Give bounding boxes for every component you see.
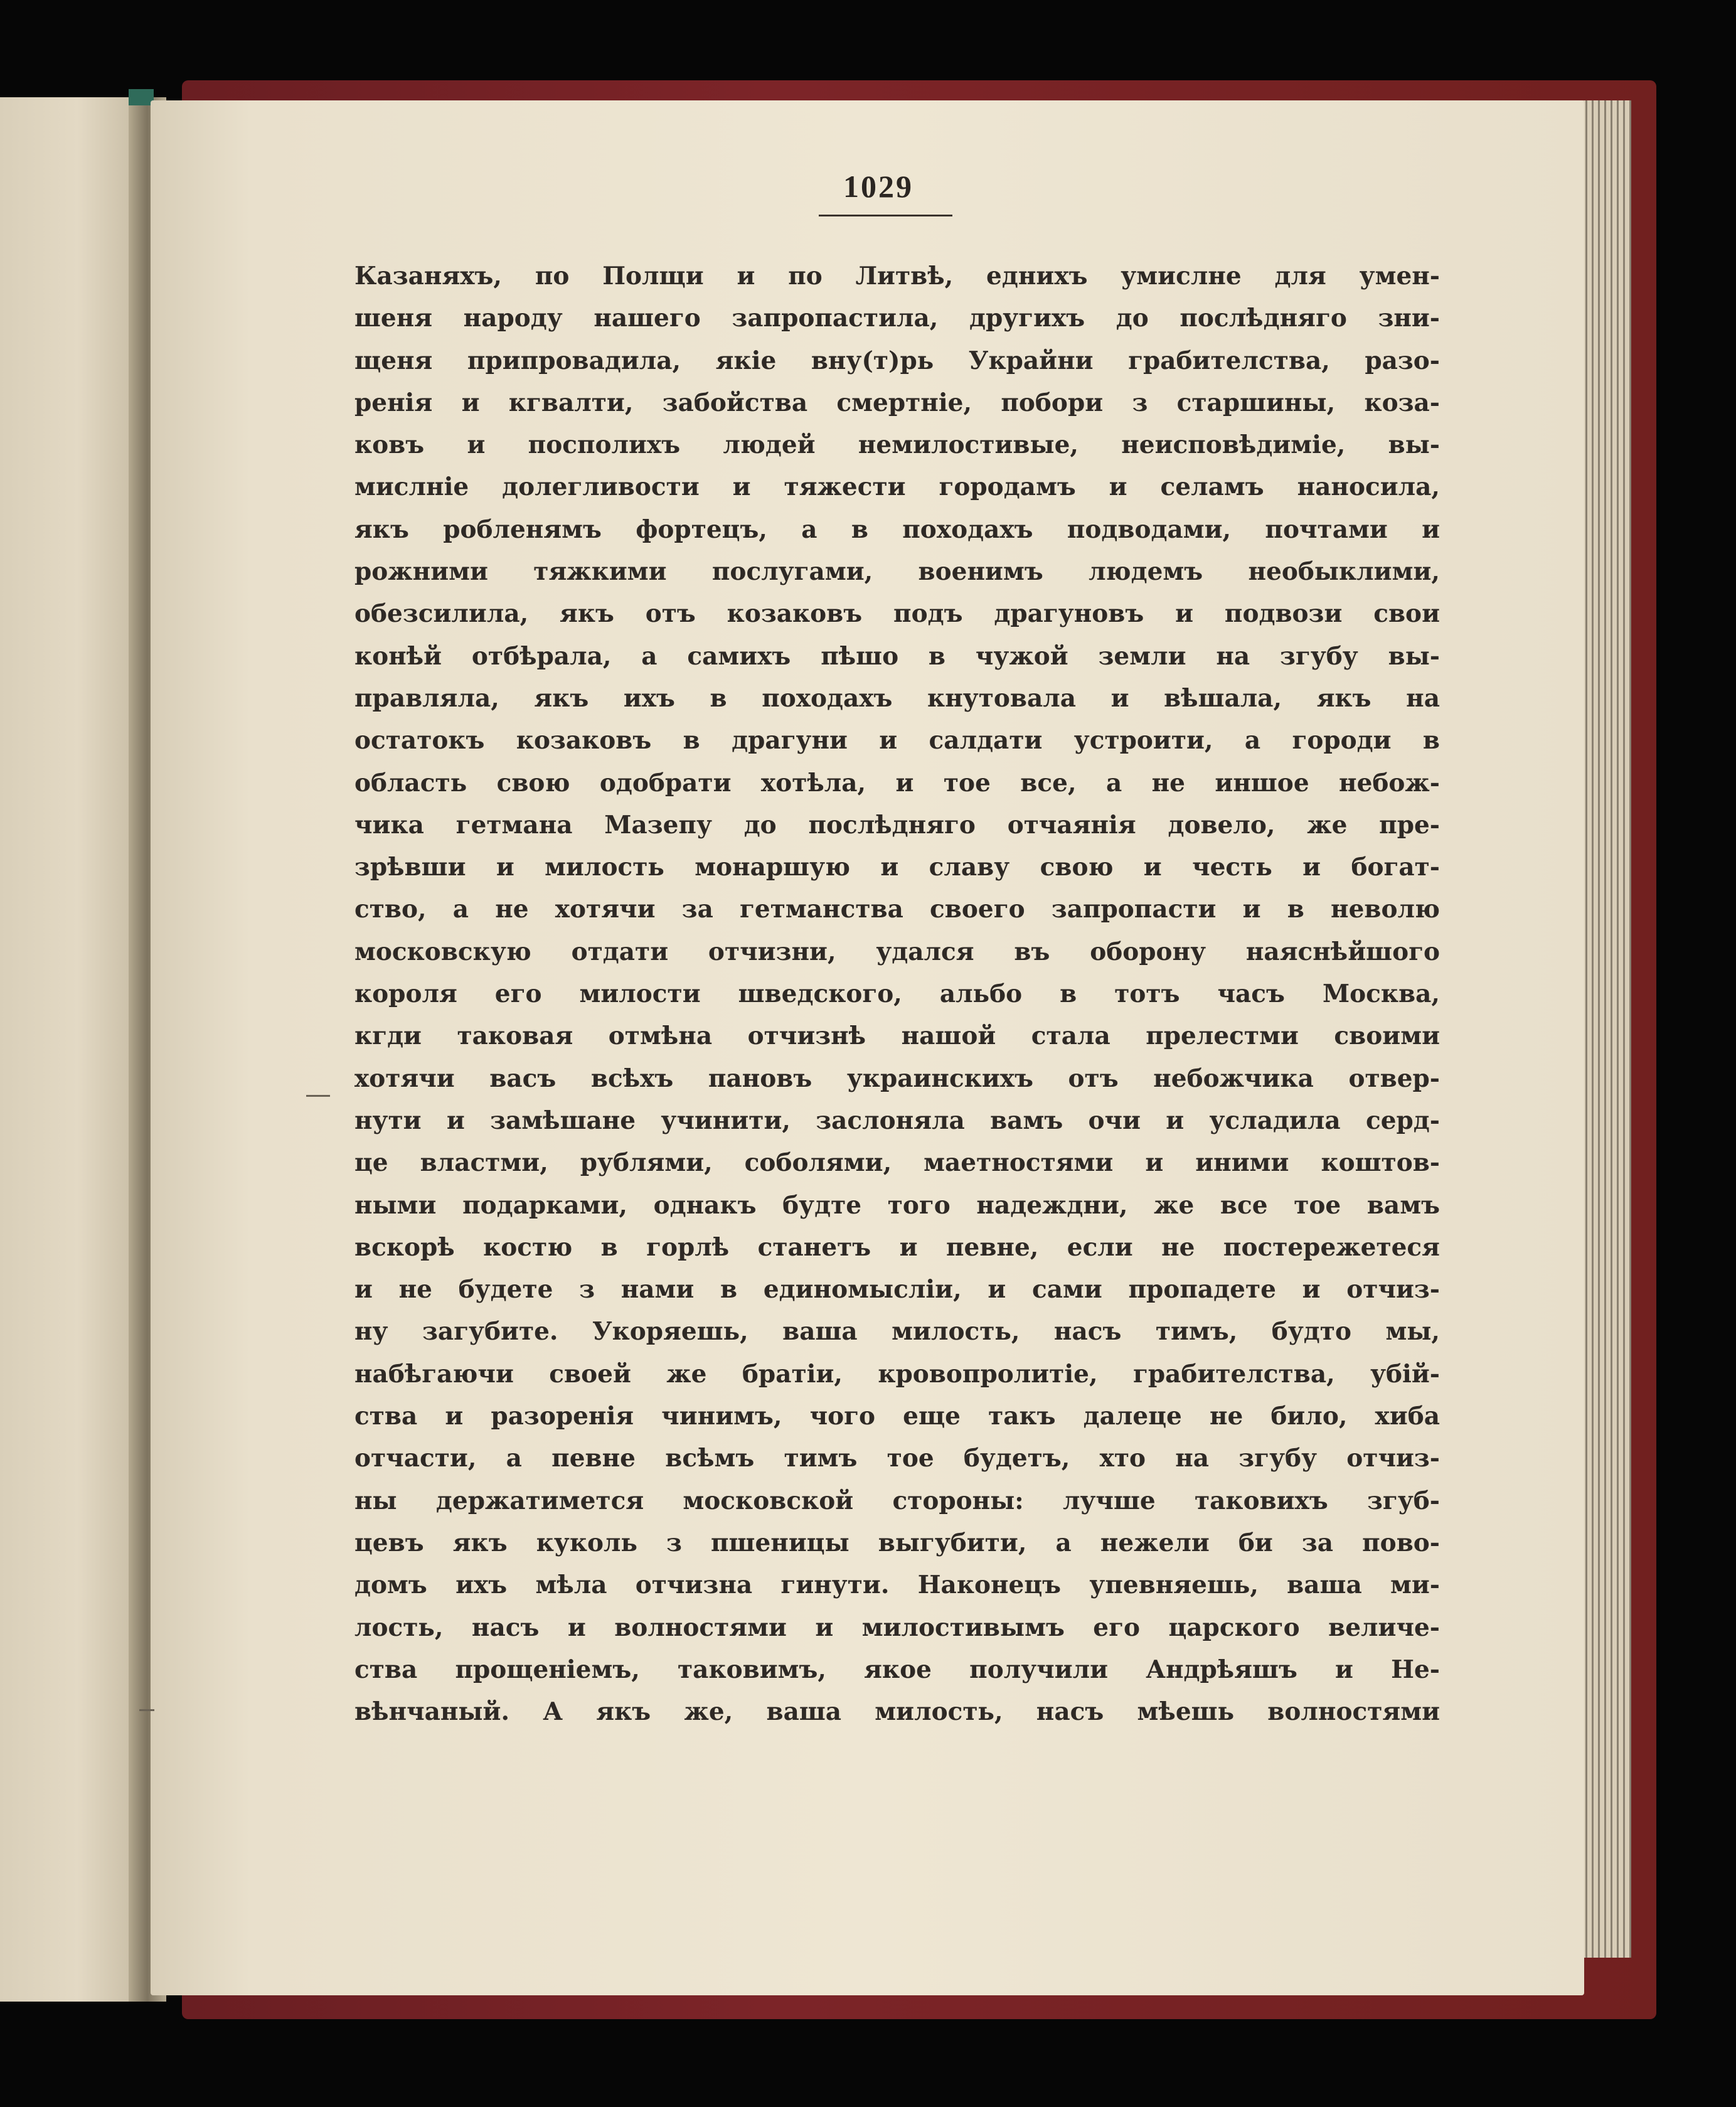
text-line: ство, а не хотячи за гетманства своего запропасти и в неволю [354, 895, 1440, 924]
page-edges [1581, 100, 1631, 1958]
text-line: вскорѣ костю в горлѣ станетъ и певне, если не постережетеся [354, 1232, 1440, 1262]
text-line: кгди таковая отмѣна отчизнѣ нашой стала прелестми своими [354, 1021, 1440, 1051]
text-line: остатокъ козаковъ в драгуни и салдати устроити, а городи в [354, 726, 1440, 755]
text-line: зрѣвши и милость монаршую и славу свою и честь и богат- [354, 853, 1440, 882]
text-line: ства прощеніемъ, таковимъ, якое получили Андрѣяшъ и Не- [354, 1655, 1440, 1684]
text-line: набѣгаючи своей же братіи, кровопролитіе, грабителства, убій- [354, 1359, 1440, 1389]
body-text [354, 255, 1440, 1733]
text-line: ны держатимется московской стороны: лучше таковихъ згуб- [354, 1486, 1440, 1515]
page-number-underline [819, 215, 952, 216]
bookmark-ribbon [129, 89, 154, 105]
text-line: рожними тяжкими послугами, военимъ людемъ необыклими, [354, 557, 1440, 587]
left-facing-page [0, 97, 141, 2002]
text-line: правляла, якъ ихъ в походахъ кнутовала и вѣшала, якъ на [354, 683, 1440, 713]
margin-mark [139, 1709, 154, 1711]
text-line: ну загубите. Укоряешь, ваша милость, насъ тимъ, будто мы, [354, 1317, 1440, 1347]
text-line: лость, насъ и волностями и милостивымъ его царского величе- [354, 1613, 1440, 1642]
text-line: мислніе долегливости и тяжести городамъ и селамъ наносила, [354, 472, 1440, 502]
text-line: нути и замѣшане учинити, заслоняла вамъ очи и усладила серд- [354, 1106, 1440, 1135]
text-line: якъ робленямъ фортецъ, а в походахъ подводами, почтами и [354, 515, 1440, 544]
text-line: хотячи васъ всѣхъ пановъ украинскихъ отъ небожчика отвер- [354, 1064, 1440, 1093]
text-line: це властми, рублями, соболями, маетностями и иними коштов- [354, 1148, 1440, 1178]
page-number: 1029 [843, 169, 913, 204]
text-line: цевъ якъ куколь з пшеницы выгубити, а нежели би за пово- [354, 1528, 1440, 1557]
text-line: вѣнчаный. А якъ же, ваша милость, насъ мѣешь волностями [354, 1697, 1440, 1727]
text-line: ковъ и посполихъ людей немилостивые, неисповѣдиміе, вы- [354, 430, 1440, 460]
text-line: ренія и кгвалти, забойства смертніе, побори з старшины, коза- [354, 388, 1440, 417]
text-line: щеня припровадила, якіе вну(т)рь Украйни грабителства, разо- [354, 346, 1440, 375]
text-line: и не будете з нами в единомысліи, и сами пропадете и отчиз- [354, 1275, 1440, 1304]
text-line: обезсилила, якъ отъ козаковъ подъ драгуновъ и подвози свои [354, 599, 1440, 629]
text-line: шеня народу нашего запропастила, другихъ до послѣдняго зни- [354, 304, 1440, 333]
margin-mark [306, 1095, 330, 1097]
text-line: конѣй отбѣрала, а самихъ пѣшо в чужой земли на згубу вы- [354, 641, 1440, 671]
text-line: Казаняхъ, по Полщи и по Литвѣ, еднихъ умислне для умен- [354, 262, 1440, 291]
text-line: ными подарками, однакъ будте того надеждни, же все тое вамъ [354, 1190, 1440, 1220]
text-line: домъ ихъ мѣла отчизна гинути. Наконецъ упевняешь, ваша ми- [354, 1571, 1440, 1600]
text-line: ства и разоренія чинимъ, чого еще такъ далеце не било, хиба [354, 1402, 1440, 1431]
text-line: чика гетмана Мазепу до послѣдняго отчаянія довело, же пре- [354, 810, 1440, 840]
text-line: короля его милости шведского, альбо в тотъ часъ Москва, [354, 979, 1440, 1009]
text-line: область свою одобрати хотѣла, и тое все, а не иншое небож- [354, 768, 1440, 797]
text-line: московскую отдати отчизни, удался въ оборону наяснѣйшого [354, 937, 1440, 966]
text-line: отчасти, а певне всѣмъ тимъ тое будетъ, хто на згубу отчиз- [354, 1444, 1440, 1473]
